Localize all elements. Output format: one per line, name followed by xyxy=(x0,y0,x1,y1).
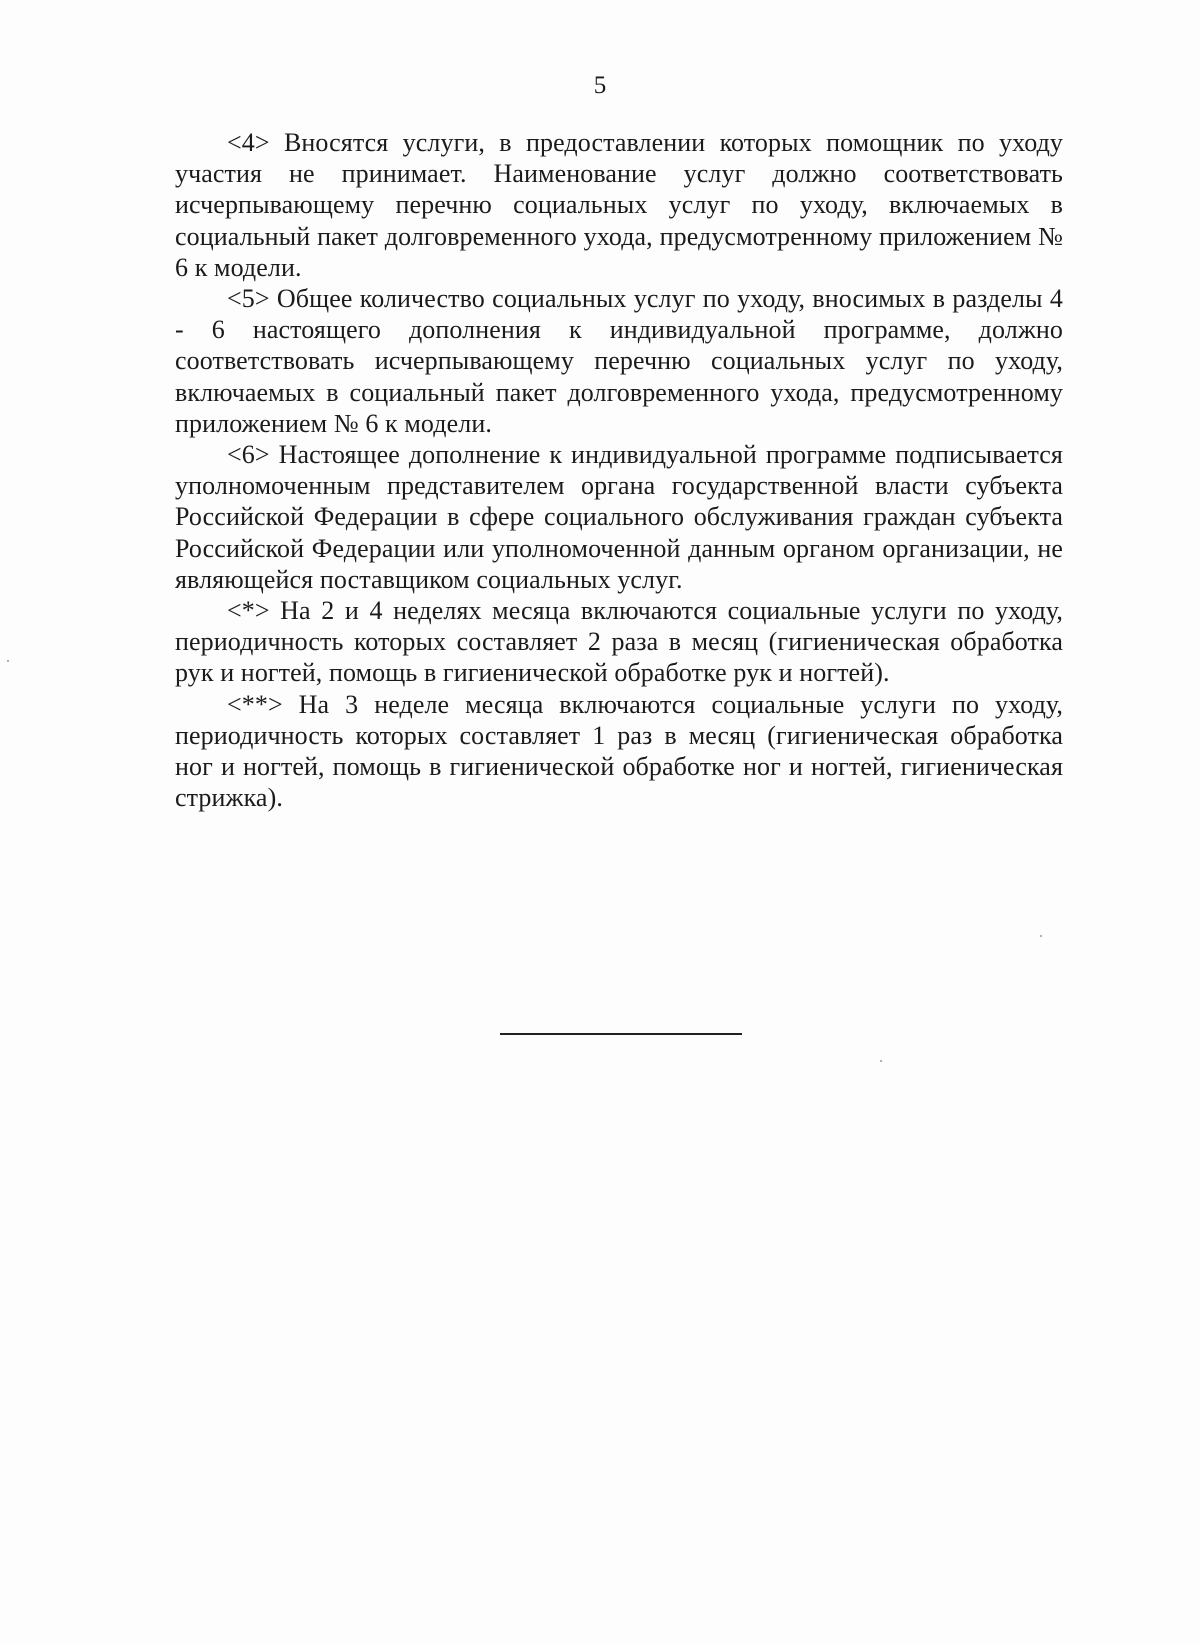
scan-speck xyxy=(1040,935,1042,937)
scan-speck xyxy=(7,660,9,662)
end-divider xyxy=(500,1033,742,1035)
scan-speck xyxy=(880,1060,882,1062)
footnotes-section xyxy=(175,127,1063,813)
footnote-asterisk: <*> На 2 и 4 неделях месяца включаются социальные услуги по уходу, периодичность которых составляет 2 раза в месяц (гигиеническая обработка рук и ногтей, помощь в гигиенической обработке рук и ногтей). xyxy=(175,596,1063,688)
footnote-6: <6> Настоящее дополнение к индивидуальной программе подписывается уполномоченным представителем органа государственной власти субъекта Российской Федерации в сфере социального обслуживания граждан субъекта Российской Федерации или уполномоченной данным органом организации, не являющейся поставщиком социальных услуг. xyxy=(175,440,1063,594)
page-number: 5 xyxy=(593,72,607,99)
footnote-double-asterisk: <**> На 3 неделе месяца включаются социальные услуги по уходу, периодичность которых составляет 1 раз в месяц (гигиеническая обработка ног и ногтей, помощь в гигиенической обработке ног и ногтей, гигиеническая стрижка). xyxy=(175,689,1063,813)
footnote-5: <5> Общее количество социальных услуг по уходу, вносимых в разделы 4 - 6 настоящего дополнения к индивидуальной программе, должно соответствовать исчерпывающему перечню социальных услуг по уходу, включаемых в социальный пакет долговременного ухода, предусмотренному приложением № 6 к модели. xyxy=(175,284,1063,438)
footnote-4: <4> Вносятся услуги, в предоставлении которых помощник по уходу участия не принимает. Наименование услуг должно соответствовать исчерпывающему перечню социальных услуг по уходу, включаемых в социальный пакет долговременного ухода, предусмотренному приложением № 6 к модели. xyxy=(175,128,1063,282)
